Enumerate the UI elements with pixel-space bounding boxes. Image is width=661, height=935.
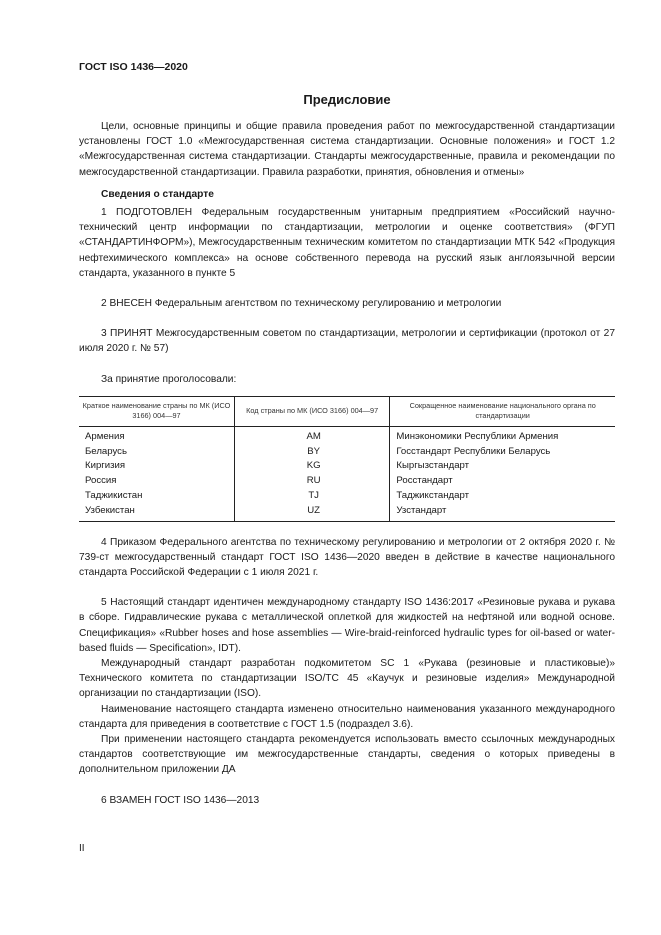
- table-header-body: Сокращенное наименование национального органа по стандартизации: [390, 396, 615, 426]
- table-row: [79, 459, 615, 474]
- table-cell-body: Росстандарт: [390, 474, 615, 489]
- table-cell-code: RU: [234, 474, 389, 489]
- table-cell-country: Россия: [85, 475, 117, 487]
- vote-label: За принятие проголосовали:: [101, 373, 237, 385]
- document-header: ГОСТ ISO 1436—2020: [79, 61, 188, 73]
- voting-table: [79, 396, 615, 522]
- table-cell-body: Кыргызстандарт: [390, 459, 615, 474]
- table-cell-code: KG: [234, 459, 389, 474]
- table-cell-country: Беларусь: [85, 445, 127, 457]
- table-cell-body: Госстандарт Республики Беларусь: [390, 445, 615, 460]
- table-cell-country: Таджикистан: [85, 490, 143, 502]
- item-1-paragraph: 1 ПОДГОТОВЛЕН Федеральным государственным унитарным предприятием «Российский научно-технический центр информации по стандартизации, метрологии и оценке соответствия» (ФГУП «СТАНДАРТИНФОРМ»), Межгосударственным техническим комитетом по стандартизации МТК 542 «Продукция нефтехимического комплекса» на основе собственного перевода на русский язык англоязычной версии стандарта, указанного в пункте 5: [79, 207, 615, 279]
- table-cell-country: Киргизия: [85, 460, 126, 472]
- table-row: [79, 504, 615, 521]
- table-cell-code: UZ: [234, 504, 389, 521]
- table-header-code: Код страны по МК (ИСО 3166) 004—97: [234, 396, 389, 426]
- intro-paragraph: Цели, основные принципы и общие правила проведения работ по межгосударственной стандартизации установлены ГОСТ 1.0 «Межгосударственная система стандартизации. Основные положения» и ГОСТ 1.2 «Межгосударственная система стандартизации. Стандарты межгосударственные, правила и рекомендации по межгосударственной стандартизации. Правила разработки, принятия, обновления и отмены»: [79, 121, 615, 178]
- table-row: [79, 445, 615, 460]
- table-row: [79, 426, 615, 444]
- item-5-paragraph: 5 Настоящий стандарт идентичен международному стандарту ISO 1436:2017 «Резиновые рукава и рукава в сборе. Гидравлические рукава с металлической оплеткой для жидкостей на нефтяной или водной основе. Спецификация» «Rubber hoses and hose assemblies — Wire-braid-reinforced hydraulic types for oil-based or water-based fluids — Specification», IDT).: [79, 597, 615, 654]
- item-3-paragraph: 3 ПРИНЯТ Межгосударственным советом по стандартизации, метрологии и сертификации (протокол от 27 июля 2020 г. № 57): [79, 328, 615, 355]
- item-5-developer-paragraph: Международный стандарт разработан подкомитетом SC 1 «Рукава (резиновые и пластиковые)» Технического комитета по стандартизации ISO/TC 45 «Каучук и резиновые изделия» Международной организации по стандартизации (ISO).: [79, 658, 615, 700]
- table-cell-code: AM: [234, 426, 389, 444]
- page-number: II: [79, 843, 85, 854]
- table-cell-code: TJ: [234, 489, 389, 504]
- document-body: [79, 119, 615, 808]
- table-cell-country: Узбекистан: [79, 504, 234, 521]
- table-row: [79, 489, 615, 504]
- item-4-paragraph: 4 Приказом Федерального агентства по техническому регулированию и метрологии от 2 октября 2020 г. № 739-ст межгосударственный стандарт ГОСТ ISO 1436—2020 введен в действие в качестве национального стандарта Российской Федерации с 1 июля 2021 г.: [79, 536, 615, 579]
- table-cell-country: Армения: [85, 430, 125, 442]
- item-5-references-paragraph: При применении настоящего стандарта рекомендуется использовать вместо ссылочных международных стандартов соответствующие им межгосударственные стандарты, сведения о которых приведены в дополнительном приложении ДА: [79, 734, 615, 776]
- section-heading: Сведения о стандарте: [101, 188, 214, 200]
- table-row: [79, 474, 615, 489]
- page-title: Предисловие: [303, 92, 391, 107]
- item-6-paragraph: 6 ВЗАМЕН ГОСТ ISO 1436—2013: [101, 794, 260, 806]
- item-2-paragraph: 2 ВНЕСЕН Федеральным агентством по техническому регулированию и метрологии: [101, 298, 502, 310]
- table-cell-code: BY: [234, 445, 389, 460]
- table-header-country: Краткое наименование страны по МК (ИСО 3166) 004—97: [79, 396, 234, 426]
- table-cell-body: Узстандарт: [390, 504, 615, 521]
- table-cell-body: Минэкономики Республики Армения: [390, 426, 615, 444]
- table-cell-body: Таджикстандарт: [390, 489, 615, 504]
- item-5-name-change-paragraph: Наименование настоящего стандарта изменено относительно наименования указанного международного стандарта для приведения в соответствие с ГОСТ 1.5 (подраздел 3.6).: [79, 703, 615, 730]
